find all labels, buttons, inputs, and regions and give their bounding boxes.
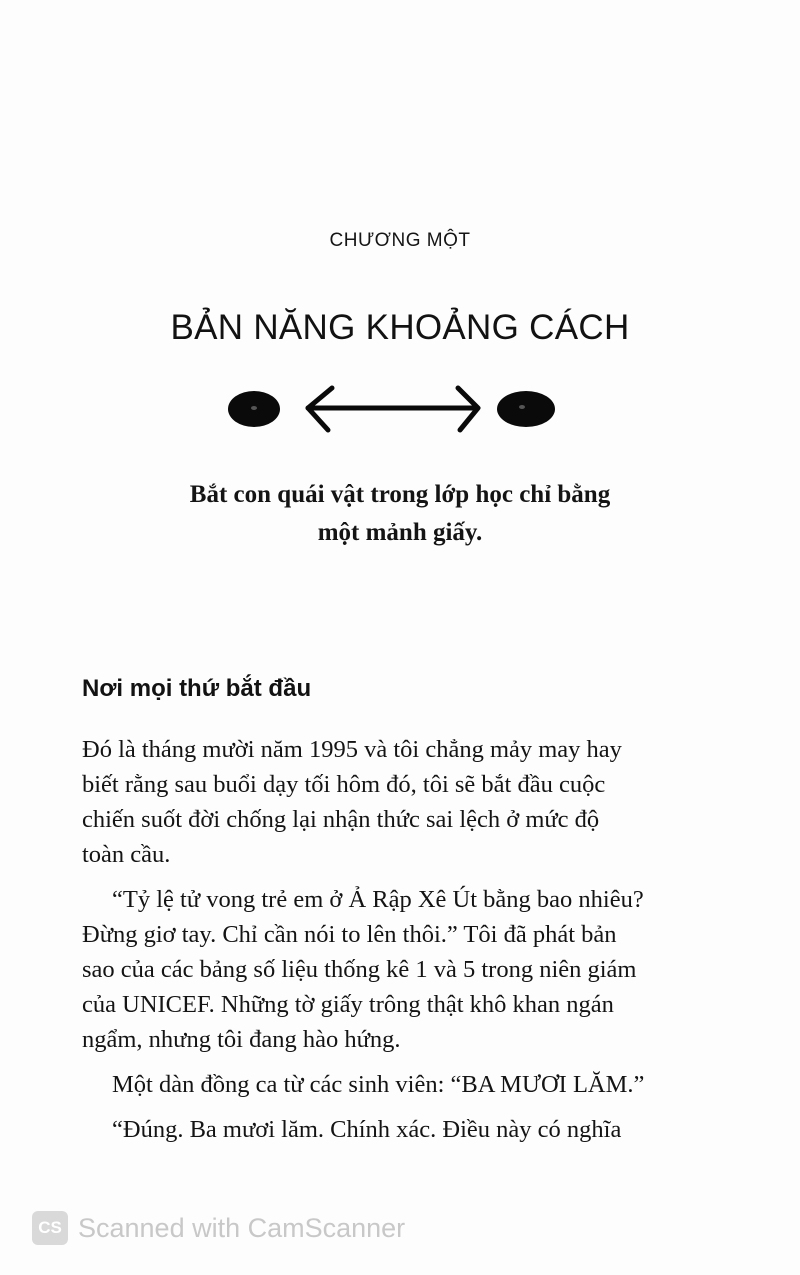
text-line: “Tỷ lệ tử vong trẻ em ở Ả Rập Xê Út bằng bao nhiêu? [112,886,644,913]
gap-arrow-emblem [220,380,570,450]
subtitle-line: một mảnh giấy. [317,519,483,546]
text-line: “Đúng. Ba mươi lăm. Chính xác. Điều này có nghĩa [112,1116,622,1143]
paragraph [82,1112,712,1147]
text-line: biết rằng sau buổi dạy tối hôm đó, tôi sẽ bắt đầu cuộc [82,771,606,798]
text-line: Đó là tháng mười năm 1995 và tôi chẳng mảy may hay [82,736,622,763]
text-line: sao của các bảng số liệu thống kê 1 và 5 trong niên giám [82,956,637,983]
text-line: Một dàn đồng ca từ các sinh viên: “BA MƯƠI LĂM.” [112,1071,645,1098]
watermark-text: Scanned with CamScanner [78,1212,406,1243]
paragraph [82,1067,712,1102]
text-line: chiến suốt đời chống lại nhận thức sai lệch ở mức độ [82,806,600,833]
right-dot-icon [497,391,555,427]
text-line: của UNICEF. Những tờ giấy trông thật khô khan ngán [82,991,614,1018]
text-line: Đừng giơ tay. Chỉ cần nói to lên thôi.” Tôi đã phát bản [82,921,617,948]
chapter-title: BẢN NĂNG KHOẢNG CÁCH [170,308,630,347]
paragraph [82,732,712,872]
section-heading: Nơi mọi thứ bắt đầu [82,675,312,702]
scanner-watermark [32,1208,405,1248]
subtitle-line: Bắt con quái vật trong lớp học chỉ bằng [189,481,611,508]
paragraph [82,882,712,1057]
chapter-label: CHƯƠNG MỘT [329,230,471,251]
double-arrow-icon [308,388,478,430]
text-line: toàn cầu. [82,841,171,868]
text-line: ngẩm, nhưng tôi đang hào hứng. [82,1026,401,1053]
chapter-subtitle [0,476,800,552]
body-text [82,732,712,1157]
camscanner-logo-icon: CS [32,1211,68,1245]
